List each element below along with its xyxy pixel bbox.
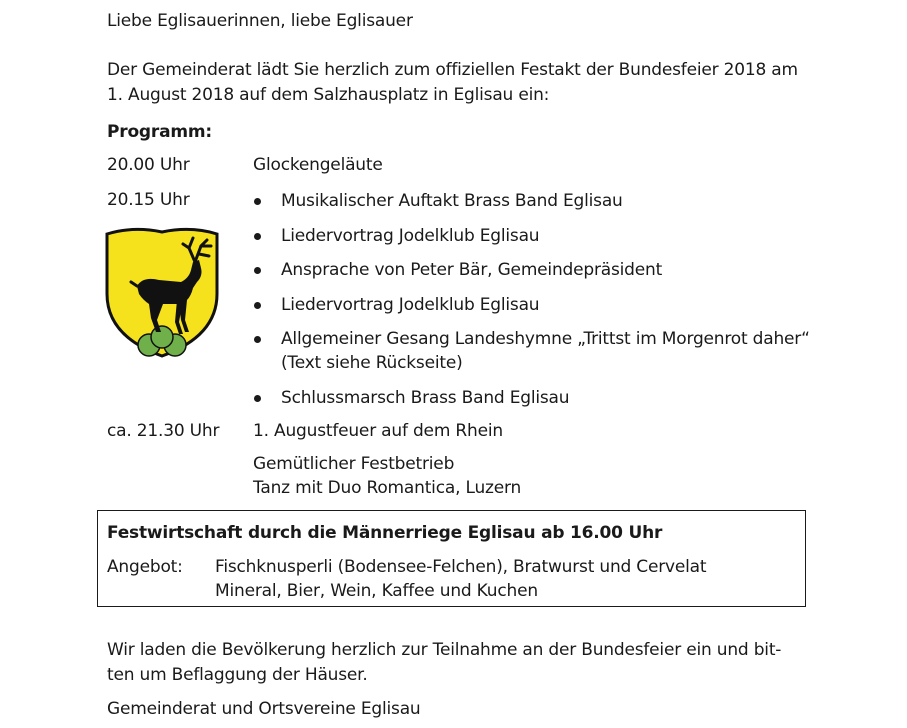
time-2130: ca. 21.30 Uhr (107, 421, 220, 441)
time-2015: 20.15 Uhr (107, 190, 190, 210)
program-item: Allgemeiner Gesang Landeshymne „Trittst im Morgenrot daher“ (281, 329, 810, 349)
program-item: Liedervortrag Jodelklub Eglisau (281, 226, 540, 246)
event-festbetrieb: Gemütlicher Festbetrieb (253, 454, 455, 474)
closing-line-2: ten um Beflaggung der Häuser. (107, 665, 368, 685)
bullet-dot (254, 395, 261, 402)
time-2000: 20.00 Uhr (107, 155, 190, 175)
program-item: Ansprache von Peter Bär, Gemeindepräsident (281, 260, 663, 280)
bullet-dot (254, 267, 261, 274)
bullet-dot (254, 233, 261, 240)
event-tanz: Tanz mit Duo Romantica, Luzern (253, 478, 522, 498)
program-item-continuation: (Text siehe Rückseite) (281, 353, 463, 373)
event-glockengelaeute: Glockengeläute (253, 155, 383, 175)
intro-line-2: 1. August 2018 auf dem Salzhausplatz in Eglisau ein: (107, 85, 550, 105)
intro-line-1: Der Gemeinderat lädt Sie herzlich zum offiziellen Festakt der Bundesfeier 2018 am (107, 60, 798, 80)
signature: Gemeinderat und Ortsvereine Eglisau (107, 699, 421, 719)
program-item: Schlussmarsch Brass Band Eglisau (281, 388, 570, 408)
angebot-line-2: Mineral, Bier, Wein, Kaffee und Kuchen (215, 581, 538, 601)
angebot-label: Angebot: (107, 557, 183, 577)
angebot-line-1: Fischknusperli (Bodensee-Felchen), Bratwurst und Cervelat (215, 557, 707, 577)
greeting: Liebe Eglisauerinnen, liebe Eglisauer (107, 11, 413, 31)
program-item: Musikalischer Auftakt Brass Band Eglisau (281, 191, 623, 211)
program-heading: Programm: (107, 122, 212, 142)
eglisau-coat-of-arms-icon (103, 224, 221, 358)
festwirtschaft-title: Festwirtschaft durch die Männerriege Eglisau ab 16.00 Uhr (107, 523, 663, 543)
bullet-dot (254, 198, 261, 205)
bullet-dot (254, 302, 261, 309)
program-item: Liedervortrag Jodelklub Eglisau (281, 295, 540, 315)
bullet-dot (254, 336, 261, 343)
closing-line-1: Wir laden die Bevölkerung herzlich zur Teilnahme an der Bundesfeier ein und bit- (107, 640, 782, 660)
event-augustfeuer: 1. Augustfeuer auf dem Rhein (253, 421, 503, 441)
